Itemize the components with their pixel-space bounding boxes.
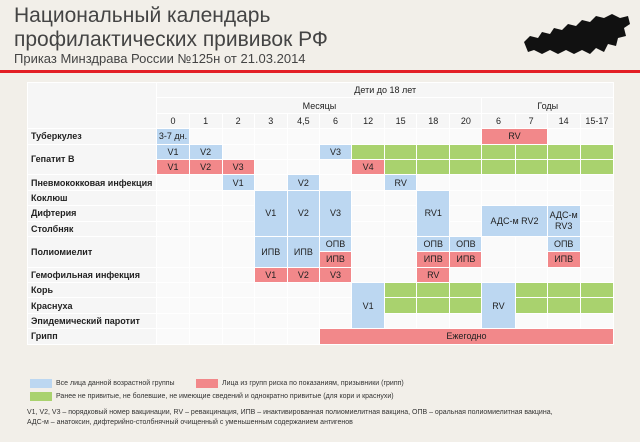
- row-label: Грипп: [28, 329, 157, 344]
- age-col-header: 6: [482, 113, 515, 128]
- cell-vaccination: V1: [157, 144, 189, 159]
- age-col-header: 14: [547, 113, 580, 128]
- row-label: Коклюш: [28, 190, 157, 205]
- header-years: Годы: [482, 98, 614, 113]
- cell-revaccination: RV: [482, 283, 515, 329]
- cell-vaccination: V2: [189, 159, 222, 174]
- header-months: Месяцы: [157, 98, 482, 113]
- row-label: Туберкулез: [28, 129, 157, 144]
- row-tuberculosis: [28, 129, 614, 144]
- age-col-header: 20: [450, 113, 482, 128]
- row-mumps: [28, 313, 614, 328]
- cell-vaccination: ИПВ: [254, 236, 287, 267]
- russia-map-icon: [520, 8, 632, 66]
- row-polio: [28, 236, 614, 251]
- age-col-header: 1: [189, 113, 222, 128]
- row-measles: [28, 283, 614, 298]
- legend-swatch-blue: [30, 379, 52, 388]
- cell-vaccination: V1: [254, 190, 287, 236]
- row-flu: [28, 329, 614, 344]
- row-rubella: [28, 298, 614, 313]
- legend-swatch-green: [30, 392, 52, 401]
- cell-vaccination: ОПВ: [319, 236, 351, 251]
- cell-vaccination: V3: [319, 267, 351, 282]
- cell-revaccination: RV1: [417, 190, 450, 236]
- row-hepatitis-b: [28, 144, 614, 159]
- cell-revaccination: ИПВ: [450, 252, 482, 267]
- age-col-header: 4,5: [287, 113, 319, 128]
- header-children: Дети до 18 лет: [157, 83, 614, 98]
- row-label: Пневмококковая инфекция: [28, 175, 157, 190]
- cell-vaccination: V2: [287, 175, 319, 190]
- page-title: Национальный календарь: [14, 4, 271, 27]
- cell-vaccination: V4: [352, 159, 385, 174]
- cell-revaccination: RV: [417, 267, 450, 282]
- title-divider: [0, 70, 640, 73]
- cell-revaccination: ОПВ: [417, 236, 450, 251]
- cell-annual-vaccination: Ежегодно: [319, 329, 613, 344]
- age-col-header: 0: [157, 113, 189, 128]
- row-label: Эпидемический паротит: [28, 313, 157, 328]
- cell-revaccination: RV: [385, 175, 417, 190]
- cell-vaccination: V2: [189, 144, 222, 159]
- row-label: Гемофильная инфекция: [28, 267, 157, 282]
- age-col-header: 18: [417, 113, 450, 128]
- cell-vaccination: V2: [287, 190, 319, 236]
- cell-vaccination: V1: [254, 267, 287, 282]
- age-col-header: 12: [352, 113, 385, 128]
- cell-vaccination: V3: [319, 144, 351, 159]
- cell-vaccination: V1: [157, 159, 189, 174]
- legend-green-text: Ранее не привитые, не болевшие, не имеющие сведений и однократно привитые (для кори и краснухи): [56, 393, 394, 400]
- cell-vaccination: V1: [352, 283, 385, 329]
- row-label: Столбняк: [28, 221, 157, 236]
- cell-revaccination: АДС-м RV3: [547, 206, 580, 237]
- legend-red-text: Лица из групп риска по показаниям, призывники (грипп): [222, 380, 404, 387]
- row-hib: [28, 267, 614, 282]
- corner-cell: [28, 83, 157, 129]
- cell-vaccination: ИПВ: [319, 252, 351, 267]
- age-col-header: 7: [515, 113, 547, 128]
- row-pertussis: [28, 190, 614, 205]
- footnote-line1: V1, V2, V3 – порядковый номер вакцинации, RV – ревакцинация, ИПВ – инактивированная полиомиелитная вакцина, ОПВ – оральная полиомиелитная вакцина,: [27, 409, 553, 416]
- cell-vaccination: V2: [287, 267, 319, 282]
- cell-revaccination: ИПВ: [417, 252, 450, 267]
- cell-revaccination: ОПВ: [450, 236, 482, 251]
- cell-revaccination: ИПВ: [547, 252, 580, 267]
- age-col-header: 15-17: [580, 113, 613, 128]
- page-title-line2: профилактических прививок РФ: [14, 28, 328, 51]
- vaccination-schedule-table: [27, 82, 614, 345]
- legend-blue-text: Все лица данной возрастной группы: [56, 380, 175, 387]
- row-label: Корь: [28, 283, 157, 298]
- page-subtitle: Приказ Минздрава России №125н от 21.03.2014: [14, 51, 306, 66]
- age-col-header: 6: [319, 113, 351, 128]
- age-col-header: 15: [385, 113, 417, 128]
- cell-vaccination: V3: [319, 190, 351, 236]
- row-label: Полиомиелит: [28, 236, 157, 267]
- cell-revaccination: ОПВ: [547, 236, 580, 251]
- footnote-line2: АДС-м – анатоксин, дифтерийно-столбнячный очищенный с уменьшенным содержанием антигенов: [27, 419, 353, 426]
- age-col-header: 2: [222, 113, 254, 128]
- cell-revaccination: RV: [482, 129, 547, 144]
- cell-vaccination: ИПВ: [287, 236, 319, 267]
- cell-vaccination: 3-7 дн.: [157, 129, 189, 144]
- legend-swatch-red: [196, 379, 218, 388]
- age-col-header: 3: [254, 113, 287, 128]
- row-label: Дифтерия: [28, 206, 157, 221]
- row-label: Краснуха: [28, 298, 157, 313]
- cell-vaccination: V3: [222, 159, 254, 174]
- cell-vaccination: V1: [222, 175, 254, 190]
- row-label: Гепатит В: [28, 144, 157, 175]
- row-pneumococcal: [28, 175, 614, 190]
- cell-revaccination: АДС-м RV2: [482, 206, 547, 237]
